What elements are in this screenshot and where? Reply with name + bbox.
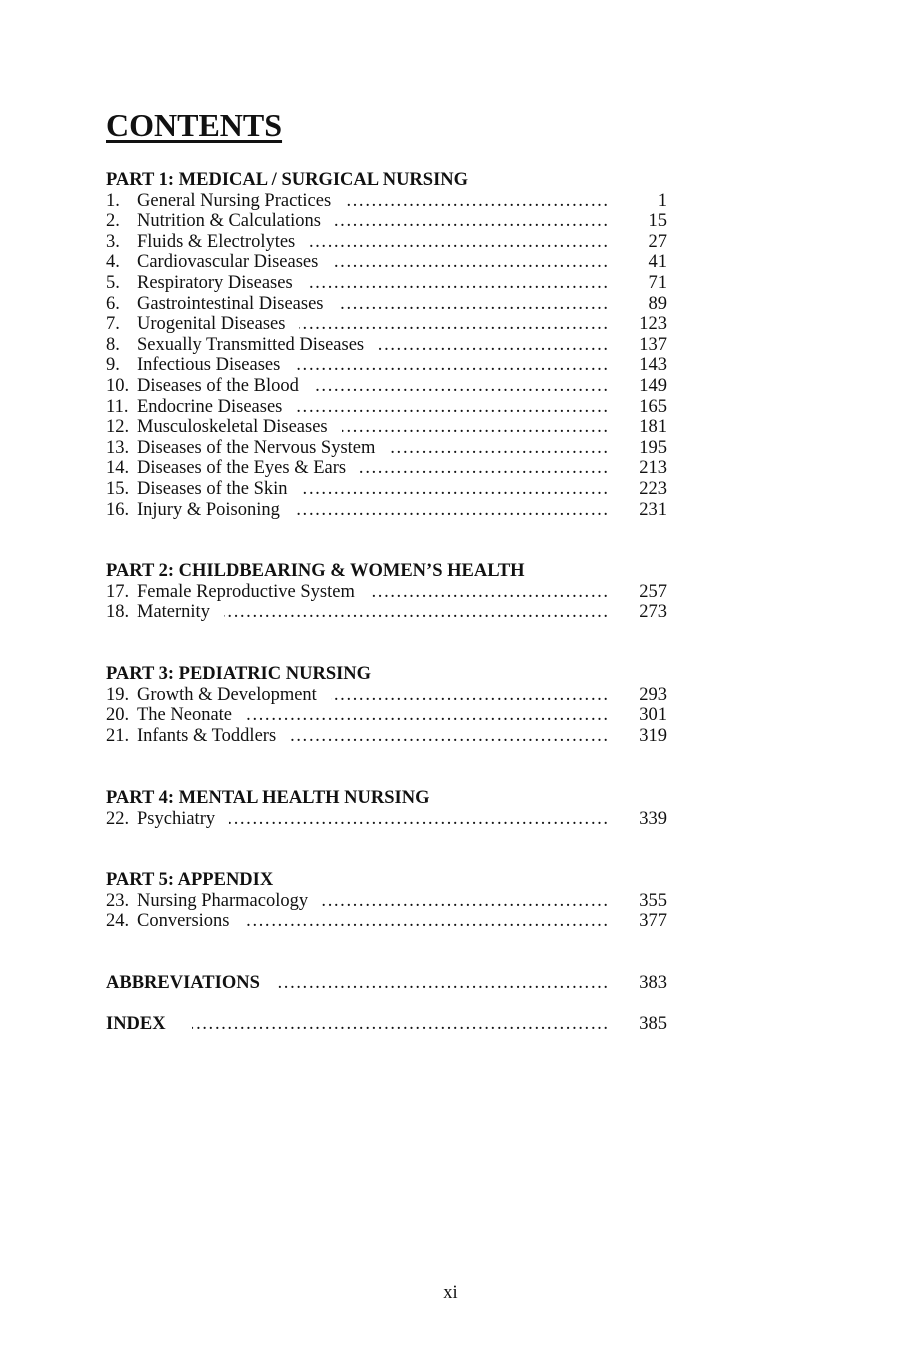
entry-number: 24. xyxy=(106,911,130,932)
entry-number: 17. xyxy=(106,581,130,602)
entry-page: 383 xyxy=(639,973,667,993)
dot-leader xyxy=(224,602,609,623)
toc-section xyxy=(106,664,667,746)
toc-section xyxy=(106,870,667,932)
entry-title: Infectious Diseases xyxy=(137,355,281,376)
entry-number: 14. xyxy=(106,458,130,479)
entry-page: 223 xyxy=(639,478,667,499)
dot-leader xyxy=(322,891,609,912)
toc-entry xyxy=(106,685,667,706)
entry-title: Nursing Pharmacology xyxy=(137,890,309,911)
toc-entry xyxy=(106,500,667,521)
entry-title: ABBREVIATIONS xyxy=(106,973,260,993)
toc-entry xyxy=(106,705,667,726)
dot-leader xyxy=(331,685,609,706)
entry-title: Conversions xyxy=(137,911,230,932)
dot-leader xyxy=(369,582,609,603)
toc-entry xyxy=(106,232,667,253)
section-heading: PART 2: CHILDBEARING & WOMEN’S HEALTH xyxy=(106,561,525,581)
toc-entry xyxy=(106,1014,667,1035)
toc-entry xyxy=(106,191,667,212)
toc-entry xyxy=(106,726,667,747)
toc-section xyxy=(106,788,667,829)
dot-leader xyxy=(309,232,609,253)
entry-number: 6. xyxy=(106,293,120,314)
toc-entry xyxy=(106,376,667,397)
dot-leader xyxy=(378,335,609,356)
entry-page: 213 xyxy=(639,458,667,479)
entry-page: 15 xyxy=(648,211,667,232)
entry-title: Female Reproductive System xyxy=(137,581,355,602)
entry-page: 137 xyxy=(639,334,667,355)
section-heading: PART 4: MENTAL HEALTH NURSING xyxy=(106,788,430,808)
entry-page: 149 xyxy=(639,375,667,396)
entry-page: 293 xyxy=(639,684,667,705)
toc-entry xyxy=(106,891,667,912)
toc-entry xyxy=(106,397,667,418)
entry-title: Diseases of the Nervous System xyxy=(137,437,376,458)
dot-leader xyxy=(313,376,609,397)
dot-leader xyxy=(335,211,609,232)
toc-entry xyxy=(106,479,667,500)
entry-number: 21. xyxy=(106,725,130,746)
dot-leader xyxy=(342,417,609,438)
entry-page: 195 xyxy=(639,437,667,458)
entry-page: 339 xyxy=(639,808,667,829)
entry-number: 3. xyxy=(106,231,120,252)
entry-number: 5. xyxy=(106,272,120,293)
dot-leader xyxy=(244,911,610,932)
entry-title: Fluids & Electrolytes xyxy=(137,231,296,252)
dot-leader xyxy=(332,252,609,273)
entry-title: Psychiatry xyxy=(137,808,216,829)
toc-entry xyxy=(106,294,667,315)
toc-entry xyxy=(106,314,667,335)
entry-title: Diseases of the Eyes & Ears xyxy=(137,458,347,479)
entry-page: 71 xyxy=(648,272,667,293)
entry-page: 385 xyxy=(639,1014,667,1034)
entry-title: Infants & Toddlers xyxy=(137,725,277,746)
entry-page: 231 xyxy=(639,499,667,520)
entry-page: 273 xyxy=(639,602,667,623)
entry-number: 2. xyxy=(106,211,120,232)
entry-number: 11. xyxy=(106,396,129,417)
page-number: xi xyxy=(443,1283,458,1303)
entry-number: 10. xyxy=(106,375,130,396)
dot-leader xyxy=(294,500,609,521)
entry-page: 27 xyxy=(648,231,667,252)
entry-title: Cardiovascular Diseases xyxy=(137,252,319,273)
entry-title: Respiratory Diseases xyxy=(137,272,293,293)
entry-page: 319 xyxy=(639,725,667,746)
entry-page: 257 xyxy=(639,581,667,602)
entry-title: The Neonate xyxy=(137,705,233,726)
entry-title: Musculoskeletal Diseases xyxy=(137,417,328,438)
entry-number: 12. xyxy=(106,417,130,438)
entry-title: Diseases of the Blood xyxy=(137,375,299,396)
dot-leader xyxy=(296,397,609,418)
toc-entry xyxy=(106,438,667,459)
toc-section xyxy=(106,561,667,623)
entry-page: 355 xyxy=(639,890,667,911)
entry-page: 123 xyxy=(639,314,667,335)
section-heading: PART 3: PEDIATRIC NURSING xyxy=(106,664,372,684)
entry-title: Maternity xyxy=(137,602,210,623)
dot-leader xyxy=(389,438,609,459)
toc-entry xyxy=(106,582,667,603)
dot-leader xyxy=(229,809,609,830)
toc-entry xyxy=(106,458,667,479)
entry-number: 9. xyxy=(106,355,120,376)
toc-extra xyxy=(106,973,667,994)
toc-entry xyxy=(106,211,667,232)
entry-number: 16. xyxy=(106,499,130,520)
entry-title: Injury & Poisoning xyxy=(137,499,280,520)
entry-title: Gastrointestinal Diseases xyxy=(137,293,324,314)
entry-page: 181 xyxy=(639,417,667,438)
toc-entry xyxy=(106,973,667,994)
entry-number: 1. xyxy=(106,190,120,211)
dot-leader xyxy=(360,458,609,479)
entry-page: 1 xyxy=(657,190,667,211)
entry-page: 143 xyxy=(639,355,667,376)
dot-leader xyxy=(338,294,610,315)
entry-title: Urogenital Diseases xyxy=(137,314,286,335)
entry-number: 7. xyxy=(106,314,120,335)
entry-number: 4. xyxy=(106,252,120,273)
dot-leader xyxy=(290,726,609,747)
toc-section xyxy=(106,170,667,520)
section-heading: PART 5: APPENDIX xyxy=(106,870,274,890)
entry-page: 377 xyxy=(639,911,667,932)
toc-entry xyxy=(106,911,667,932)
dot-leader xyxy=(302,479,609,500)
entry-title: Nutrition & Calculations xyxy=(137,211,321,232)
entry-page: 41 xyxy=(648,252,667,273)
entry-title: General Nursing Practices xyxy=(137,190,332,211)
toc-entry xyxy=(106,273,667,294)
dot-leader xyxy=(246,705,609,726)
entry-number: 13. xyxy=(106,437,130,458)
dot-leader xyxy=(307,273,609,294)
dot-leader xyxy=(276,973,609,994)
toc-entry xyxy=(106,809,667,830)
entry-number: 8. xyxy=(106,334,120,355)
toc-entry xyxy=(106,252,667,273)
toc-entry xyxy=(106,602,667,623)
entry-number: 22. xyxy=(106,808,130,829)
toc-entry xyxy=(106,335,667,356)
entry-title: Diseases of the Skin xyxy=(137,478,288,499)
toc-entry xyxy=(106,355,667,376)
entry-title: INDEX xyxy=(106,1014,166,1034)
entry-title: Sexually Transmitted Diseases xyxy=(137,334,365,355)
entry-title: Growth & Development xyxy=(137,684,317,705)
entry-number: 19. xyxy=(106,684,130,705)
dot-leader xyxy=(299,314,609,335)
entry-number: 15. xyxy=(106,478,130,499)
toc-extra xyxy=(106,1014,667,1035)
entry-number: 20. xyxy=(106,705,130,726)
dot-leader xyxy=(192,1014,609,1035)
entry-title: Endocrine Diseases xyxy=(137,396,283,417)
entry-page: 89 xyxy=(648,293,667,314)
dot-leader xyxy=(294,355,609,376)
entry-number: 18. xyxy=(106,602,130,623)
entry-number: 23. xyxy=(106,890,130,911)
page-title: CONTENTS xyxy=(106,107,283,143)
entry-page: 301 xyxy=(639,705,667,726)
section-heading: PART 1: MEDICAL / SURGICAL NURSING xyxy=(106,170,469,190)
toc-entry xyxy=(106,417,667,438)
entry-page: 165 xyxy=(639,396,667,417)
dot-leader xyxy=(345,191,609,212)
